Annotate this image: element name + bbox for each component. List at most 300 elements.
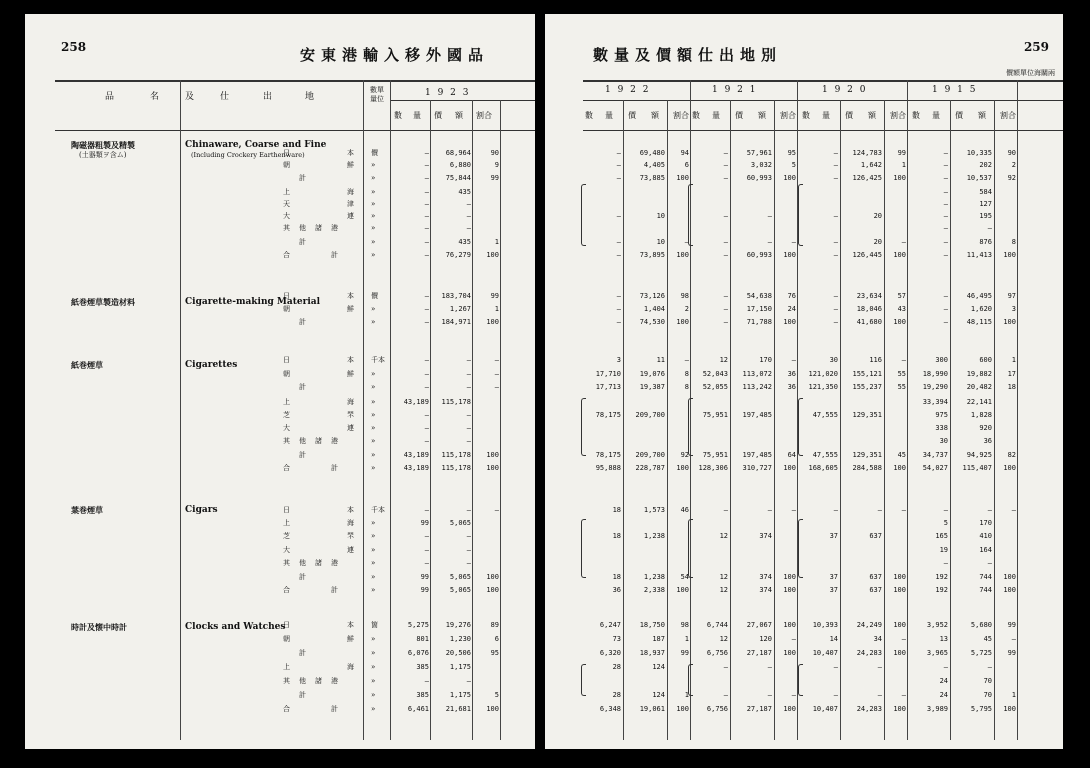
cell-value: 113,072	[742, 370, 772, 378]
cell-value: 57,961	[746, 149, 772, 157]
cell-value-1923: 435	[458, 188, 471, 196]
group-brace	[581, 398, 586, 456]
sub-header-label: 量	[413, 111, 421, 120]
unit-column-header: 數單 量位	[370, 86, 384, 103]
year-header: 1 9 2 0	[822, 85, 868, 95]
cell-value: —	[987, 663, 992, 671]
group-brace	[798, 398, 803, 456]
cell-value: —	[767, 663, 772, 671]
cell-value: 10,537	[966, 174, 992, 182]
cell-value-1923: 5,065	[449, 586, 471, 594]
row-unit: »	[371, 677, 376, 685]
row-origin: 芝 罘	[283, 532, 355, 540]
cell-share: 8	[684, 370, 689, 378]
cell-quantity-1923: —	[424, 424, 429, 432]
cell-quantity: 33,394	[922, 398, 948, 406]
cell-value: 24,283	[856, 649, 882, 657]
group-brace	[798, 664, 803, 696]
cell-quantity: 10,393	[812, 621, 838, 629]
cell-value: 11	[656, 356, 665, 364]
item-header-char: 出	[263, 92, 275, 102]
cell-value: 170	[759, 356, 772, 364]
cell-quantity-1923: —	[424, 292, 429, 300]
cell-value: 46,495	[966, 292, 992, 300]
cell-value: 124,783	[852, 149, 882, 157]
row-unit: 千本	[371, 506, 385, 514]
category-en: Cigarette-making Material	[185, 297, 321, 307]
row-origin: 大 連	[283, 424, 355, 432]
row-origin: 上 海	[283, 663, 355, 671]
cell-quantity: —	[616, 174, 621, 182]
group-brace	[581, 519, 586, 578]
cell-share-1923: —	[494, 370, 499, 378]
cell-value: 1,238	[643, 573, 665, 581]
cell-share: 98	[680, 292, 689, 300]
cell-share: 100	[676, 586, 689, 594]
cell-share: 99	[680, 649, 689, 657]
cell-quantity: —	[943, 506, 948, 514]
cell-value: 34	[873, 635, 882, 643]
row-origin: 計	[283, 573, 307, 581]
cell-quantity: —	[723, 305, 728, 313]
cell-quantity: —	[616, 161, 621, 169]
cell-value: 584	[979, 188, 992, 196]
category-en: Cigarettes	[185, 360, 238, 370]
cell-quantity: —	[616, 318, 621, 326]
sub-header-label: 價	[628, 111, 636, 120]
cell-share: —	[901, 506, 906, 514]
sub-header-label: 數	[585, 111, 593, 120]
cell-value: 19,882	[966, 370, 992, 378]
sub-header-label: 價	[434, 111, 442, 120]
cell-share: 100	[783, 649, 796, 657]
cell-share: 97	[1007, 292, 1016, 300]
row-unit: 價	[371, 149, 378, 157]
cell-value: 2,338	[643, 586, 665, 594]
cell-value: 116	[869, 356, 882, 364]
cell-quantity: —	[943, 305, 948, 313]
cell-quantity: 78,175	[595, 411, 621, 419]
cell-value-1923: 1,267	[449, 305, 471, 313]
cell-quantity: 12	[719, 532, 728, 540]
cell-quantity: 34,737	[922, 451, 948, 459]
cell-quantity: 10,407	[812, 705, 838, 713]
cell-value: 17,150	[746, 305, 772, 313]
cell-share: 90	[1007, 149, 1016, 157]
cell-value: 209,700	[635, 411, 665, 419]
cell-quantity: —	[723, 174, 728, 182]
sub-header-label: 額	[455, 111, 463, 120]
cell-value: 41,680	[856, 318, 882, 326]
cell-share: 100	[783, 174, 796, 182]
cell-share-1923: 5	[494, 691, 499, 699]
cell-value-1923: 115,178	[441, 451, 471, 459]
cell-value-1923: 76,279	[445, 251, 471, 259]
cell-quantity: —	[616, 305, 621, 313]
cell-share: 76	[787, 292, 796, 300]
cell-share: —	[1011, 506, 1016, 514]
cell-value: —	[877, 691, 882, 699]
cell-value: 1,573	[643, 506, 665, 514]
cell-quantity: —	[616, 212, 621, 220]
row-origin: 大 連	[283, 546, 355, 554]
cell-quantity-1923: 6,461	[407, 705, 429, 713]
cell-value: 10	[656, 238, 665, 246]
cell-value: 920	[979, 424, 992, 432]
cell-quantity: —	[616, 251, 621, 259]
cell-share: 100	[783, 251, 796, 259]
row-unit: »	[371, 318, 376, 326]
cell-quantity: —	[833, 174, 838, 182]
group-brace	[581, 184, 586, 246]
cell-share: 94	[680, 149, 689, 157]
cell-quantity-1923: 99	[420, 519, 429, 527]
row-origin: 合 計	[283, 464, 339, 472]
cell-value: 124	[652, 691, 665, 699]
year-header: 1 9 2 1	[712, 85, 758, 95]
cell-quantity: —	[616, 238, 621, 246]
cell-share: 100	[893, 705, 906, 713]
row-origin: 日 本	[283, 292, 355, 300]
cell-share: 100	[783, 318, 796, 326]
cell-value: 374	[759, 573, 772, 581]
item-header-char: 名	[150, 92, 162, 102]
cell-value: 164	[979, 546, 992, 554]
cell-quantity: —	[833, 318, 838, 326]
cell-quantity: —	[833, 292, 838, 300]
cell-quantity: —	[943, 663, 948, 671]
cell-quantity: 128,306	[698, 464, 728, 472]
cell-value: 374	[759, 532, 772, 540]
cell-quantity-1923: —	[424, 356, 429, 364]
row-origin: 其 他 諸 港	[283, 224, 339, 232]
cell-value: 20	[873, 212, 882, 220]
cell-share: 100	[1003, 251, 1016, 259]
cell-share: 100	[783, 464, 796, 472]
cell-quantity: 37	[829, 532, 838, 540]
cell-value: —	[767, 691, 772, 699]
cell-quantity-1923: —	[424, 318, 429, 326]
cell-value-1923: —	[466, 212, 471, 220]
cell-quantity: 6,744	[706, 621, 728, 629]
cell-share: —	[684, 356, 689, 364]
cell-share: 1	[1011, 691, 1016, 699]
cell-quantity: 12	[719, 356, 728, 364]
sub-header-label: 數	[394, 111, 402, 120]
category-jp-note: (土器類ヲ含ム)	[79, 151, 127, 159]
sub-header-label: 量	[822, 111, 830, 120]
cell-value: 19,076	[639, 370, 665, 378]
cell-value: 209,700	[635, 451, 665, 459]
cell-quantity-1923: 43,189	[403, 464, 429, 472]
row-origin: 計	[283, 649, 307, 657]
row-origin: 日 本	[283, 356, 355, 364]
cell-value: 19,061	[639, 705, 665, 713]
cell-value: 120	[759, 635, 772, 643]
cell-value: 27,187	[746, 649, 772, 657]
cell-quantity-1923: 43,189	[403, 398, 429, 406]
cell-quantity: 6,756	[706, 705, 728, 713]
cell-quantity: 5	[943, 519, 948, 527]
cell-quantity-1923: 99	[420, 586, 429, 594]
row-origin: 計	[283, 451, 307, 459]
cell-quantity: 13	[939, 635, 948, 643]
cell-value-1923: 5,065	[449, 573, 471, 581]
sub-header-label: 價	[735, 111, 743, 120]
cell-share-1923: 100	[486, 251, 499, 259]
cell-share-1923: 9	[494, 161, 499, 169]
cell-quantity: 338	[935, 424, 948, 432]
cell-value: 11,413	[966, 251, 992, 259]
cell-value: 1,238	[643, 532, 665, 540]
cell-value-1923: —	[466, 424, 471, 432]
row-origin: 計	[283, 174, 307, 182]
row-unit: »	[371, 251, 376, 259]
cell-share: 100	[676, 174, 689, 182]
cell-value: 5,725	[970, 649, 992, 657]
cell-value-1923: —	[466, 532, 471, 540]
cell-share: 100	[893, 251, 906, 259]
row-origin: 其 他 諸 港	[283, 677, 339, 685]
cell-quantity: 12	[719, 573, 728, 581]
row-origin: 上 海	[283, 188, 355, 196]
cell-value: 600	[979, 356, 992, 364]
row-unit: »	[371, 586, 376, 594]
page-number-left: 258	[61, 40, 87, 54]
row-unit: »	[371, 519, 376, 527]
cell-quantity: 168,605	[808, 464, 838, 472]
cell-share: 99	[1007, 649, 1016, 657]
cell-quantity-1923: —	[424, 224, 429, 232]
row-unit: »	[371, 370, 376, 378]
cell-share: 6	[684, 161, 689, 169]
item-header-char: 及	[185, 92, 197, 102]
cell-value: 202	[979, 161, 992, 169]
cell-value: 113,242	[742, 383, 772, 391]
cell-quantity: 19,290	[922, 383, 948, 391]
cell-value-1923: 21,681	[445, 705, 471, 713]
cell-quantity: 17,713	[595, 383, 621, 391]
cell-quantity-1923: —	[424, 251, 429, 259]
cell-quantity-1923: —	[424, 559, 429, 567]
cell-quantity: 30	[829, 356, 838, 364]
cell-share-1923: 95	[490, 649, 499, 657]
cell-value: 115,407	[962, 464, 992, 472]
group-brace	[688, 519, 693, 578]
cell-share: 100	[1003, 318, 1016, 326]
cell-value: 228,787	[635, 464, 665, 472]
row-unit: »	[371, 398, 376, 406]
row-unit: »	[371, 411, 376, 419]
cell-value: 18,937	[639, 649, 665, 657]
cell-quantity-1923: —	[424, 546, 429, 554]
sub-header-label: 數	[912, 111, 920, 120]
cell-value: 876	[979, 238, 992, 246]
cell-value: 22,141	[966, 398, 992, 406]
cell-share: 92	[680, 451, 689, 459]
sub-header-label: 量	[605, 111, 613, 120]
cell-quantity: 12	[719, 586, 728, 594]
cell-quantity: 95,888	[595, 464, 621, 472]
cell-value: —	[767, 238, 772, 246]
cell-quantity: 3,989	[926, 705, 948, 713]
cell-share-1923: 90	[490, 149, 499, 157]
cell-share: 18	[1007, 383, 1016, 391]
cell-share-1923: 100	[486, 318, 499, 326]
cell-value: 18,750	[639, 621, 665, 629]
category-en-note: (Including Crockery Earthenware)	[191, 151, 305, 159]
category-jp: 葉巻煙草	[71, 505, 103, 515]
cell-quantity-1923: —	[424, 200, 429, 208]
cell-value-1923: 19,276	[445, 621, 471, 629]
cell-quantity-1923: —	[424, 149, 429, 157]
cell-share: —	[901, 238, 906, 246]
cell-quantity: 12	[719, 635, 728, 643]
value-unit-note: 價額單位海關兩	[1006, 69, 1055, 77]
cell-quantity: 3	[616, 356, 621, 364]
cell-value: 187	[652, 635, 665, 643]
cell-quantity-1923: 801	[416, 635, 429, 643]
cell-quantity: —	[943, 161, 948, 169]
cell-value: 10	[656, 212, 665, 220]
row-unit: »	[371, 691, 376, 699]
cell-value: 3,032	[750, 161, 772, 169]
cell-quantity: 6,348	[599, 705, 621, 713]
cell-share: 100	[676, 705, 689, 713]
row-origin: 計	[283, 238, 307, 246]
cell-quantity: 18	[612, 506, 621, 514]
sub-header-label: 割合	[673, 111, 689, 120]
cell-value: 23,634	[856, 292, 882, 300]
cell-quantity: 75,951	[702, 451, 728, 459]
cell-value-1923: 115,178	[441, 398, 471, 406]
cell-share: 99	[1007, 621, 1016, 629]
cell-quantity: —	[833, 251, 838, 259]
cell-quantity-1923: —	[424, 506, 429, 514]
cell-quantity: —	[943, 174, 948, 182]
cell-quantity: —	[723, 318, 728, 326]
cell-share: 55	[897, 370, 906, 378]
cell-value: 410	[979, 532, 992, 540]
cell-quantity: 47,555	[812, 451, 838, 459]
sub-header-label: 數	[692, 111, 700, 120]
cell-quantity: 165	[935, 532, 948, 540]
cell-share: —	[901, 691, 906, 699]
cell-quantity: —	[833, 305, 838, 313]
cell-value: 374	[759, 586, 772, 594]
cell-quantity-1923: —	[424, 238, 429, 246]
row-unit: »	[371, 161, 376, 169]
cell-share-1923: 100	[486, 586, 499, 594]
cell-quantity: 36	[612, 586, 621, 594]
cell-value: —	[767, 506, 772, 514]
cell-value-1923: 20,506	[445, 649, 471, 657]
cell-share-1923: 100	[486, 464, 499, 472]
category-jp: 陶磁器粗製及精製	[71, 140, 135, 150]
row-unit: »	[371, 532, 376, 540]
sub-header-label: 價	[955, 111, 963, 120]
row-origin: 計	[283, 691, 307, 699]
cell-share: 8	[684, 383, 689, 391]
row-origin: 計	[283, 383, 307, 391]
row-origin: 日 本	[283, 621, 355, 629]
row-unit: 千本	[371, 356, 385, 364]
cell-quantity: —	[723, 251, 728, 259]
cell-quantity: 52,055	[702, 383, 728, 391]
item-header-char: 仕	[220, 92, 232, 102]
row-unit: 箇	[371, 621, 378, 629]
cell-value-1923: 183,704	[441, 292, 471, 300]
cell-quantity: 47,555	[812, 411, 838, 419]
cell-share-1923: 99	[490, 292, 499, 300]
page-title-left: 安東港輸入移外國品	[300, 46, 490, 64]
cell-value-1923: —	[466, 370, 471, 378]
cell-value: 744	[979, 586, 992, 594]
row-unit: »	[371, 546, 376, 554]
cell-quantity-1923: —	[424, 411, 429, 419]
cell-value: 19,387	[639, 383, 665, 391]
cell-quantity: 37	[829, 586, 838, 594]
cell-share: —	[684, 238, 689, 246]
cell-quantity-1923: —	[424, 305, 429, 313]
cell-share: —	[791, 691, 796, 699]
cell-value-1923: —	[466, 546, 471, 554]
row-origin: 大 連	[283, 212, 355, 220]
cell-value: 24,283	[856, 705, 882, 713]
cell-value: 1,404	[643, 305, 665, 313]
cell-share: 1	[1011, 356, 1016, 364]
cell-share: —	[901, 356, 906, 364]
cell-share: 92	[1007, 174, 1016, 182]
cell-quantity-1923: —	[424, 370, 429, 378]
cell-share-1923: 100	[486, 451, 499, 459]
cell-value: 73,126	[639, 292, 665, 300]
cell-value: 18,046	[856, 305, 882, 313]
cell-value: 124	[652, 663, 665, 671]
item-header-char: 品	[105, 92, 117, 102]
cell-value: —	[987, 559, 992, 567]
cell-value-1923: 1,175	[449, 663, 471, 671]
row-unit: 價	[371, 292, 378, 300]
row-origin: 朝 鮮	[283, 305, 355, 313]
sub-header-label: 額	[868, 111, 876, 120]
cell-share: 82	[1007, 451, 1016, 459]
cell-share: 100	[893, 573, 906, 581]
cell-share-1923: 1	[494, 238, 499, 246]
row-origin: 計	[283, 318, 307, 326]
cell-value: —	[877, 506, 882, 514]
cell-share: 45	[897, 451, 906, 459]
cell-value-1923: 5,065	[449, 519, 471, 527]
cell-value: 74,530	[639, 318, 665, 326]
cell-value-1923: —	[466, 677, 471, 685]
year-header: 1 9 1 5	[932, 85, 978, 95]
cell-share: —	[791, 238, 796, 246]
row-unit: »	[371, 305, 376, 313]
cell-share-1923: 100	[486, 705, 499, 713]
cell-quantity: 6,756	[706, 649, 728, 657]
cell-value: 60,993	[746, 174, 772, 182]
cell-quantity: —	[943, 149, 948, 157]
row-origin: 芝 罘	[283, 411, 355, 419]
sub-header-label: 割合	[1000, 111, 1016, 120]
cell-value: —	[987, 224, 992, 232]
category-en: Chinaware, Coarse and Fine	[185, 140, 327, 150]
cell-quantity: 28	[612, 663, 621, 671]
cell-quantity-1923: —	[424, 677, 429, 685]
cell-value-1923: —	[466, 224, 471, 232]
cell-quantity: 19	[939, 546, 948, 554]
